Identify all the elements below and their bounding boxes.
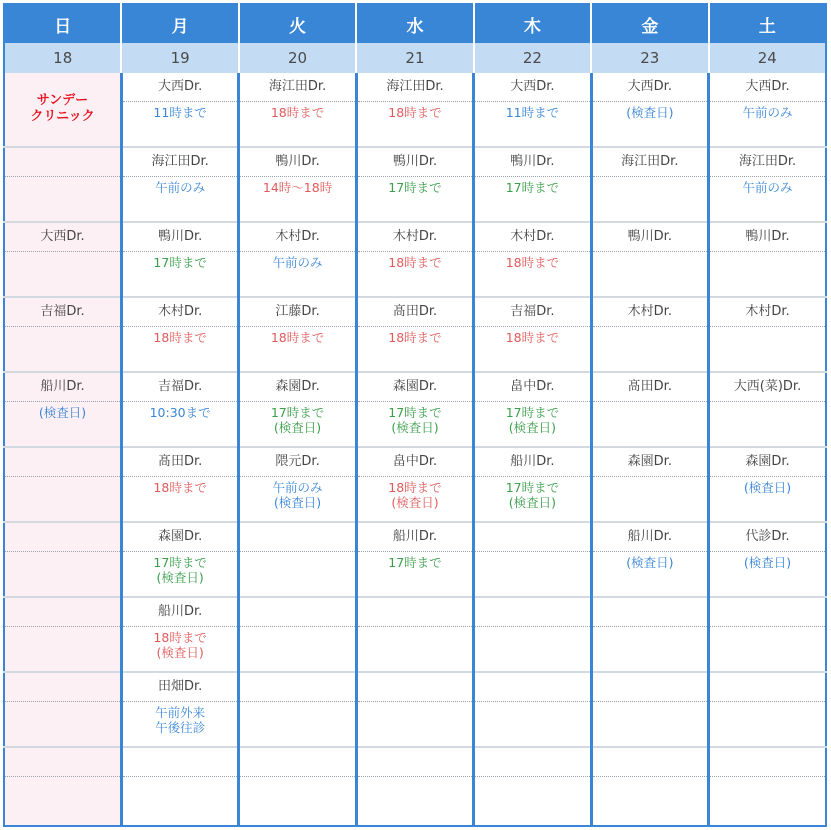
- doctor-name: 畠中Dr.: [475, 373, 589, 402]
- schedule-note: 14時〜18時: [262, 180, 333, 195]
- schedule-cell-tue: [239, 597, 356, 672]
- doctor-name: 海江田Dr.: [710, 148, 825, 177]
- schedule-cell-mon: [121, 522, 238, 597]
- schedule-cell-sat: [709, 222, 826, 297]
- schedule-cell-sat: [709, 672, 826, 747]
- empty-slot-line: [5, 748, 120, 777]
- doctor-name: 大西Dr.: [475, 73, 589, 102]
- empty-slot-line: [593, 598, 707, 627]
- schedule-cell-sun: [4, 447, 121, 522]
- schedule-cell-wed: [356, 222, 473, 297]
- schedule-cell-sun: [4, 597, 121, 672]
- schedule-cell-tue: [239, 372, 356, 447]
- empty-slot-line: [358, 748, 472, 777]
- weekday-mon: 月: [121, 4, 238, 43]
- schedule-cell-sat: [709, 597, 826, 672]
- doctor-name: 髙田Dr.: [358, 298, 472, 327]
- schedule-cell-thu: [474, 522, 591, 597]
- schedule-note: 17時まで: [388, 180, 442, 195]
- empty-slot-line: [240, 598, 354, 627]
- schedule-cell-wed: [356, 672, 473, 747]
- schedule-cell-wed: [356, 297, 473, 372]
- date-mon: 19: [121, 43, 238, 73]
- schedule-note: 17時まで: [505, 180, 560, 195]
- schedule-cell-sun: [4, 372, 121, 447]
- schedule-row: [4, 597, 826, 672]
- doctor-name: 海江田Dr.: [123, 148, 237, 177]
- schedule-cell-wed: [356, 447, 473, 522]
- schedule-cell-fri: [591, 447, 708, 522]
- schedule-cell-sat: [709, 447, 826, 522]
- empty-slot-line: [593, 748, 707, 777]
- doctor-name: 江藤Dr.: [240, 298, 354, 327]
- schedule-cell-tue: [239, 522, 356, 597]
- schedule-cell-mon: [121, 672, 238, 747]
- schedule-note: 午前のみ: [272, 255, 323, 270]
- weekday-tue: 火: [239, 4, 356, 43]
- schedule-row: [4, 447, 826, 522]
- schedule-cell-fri: [591, 747, 708, 826]
- empty-slot-line: [240, 673, 354, 702]
- schedule-note: 午前のみ (検査日): [272, 480, 323, 510]
- schedule-cell-mon: [121, 297, 238, 372]
- schedule-cell-wed: [356, 147, 473, 222]
- schedule-cell-sun: [4, 297, 121, 372]
- doctor-name: 大西Dr.: [5, 223, 120, 252]
- schedule-cell-sat: [709, 297, 826, 372]
- schedule-row: [4, 522, 826, 597]
- empty-slot-line: [710, 598, 825, 627]
- schedule-cell-tue: [239, 222, 356, 297]
- schedule-cell-sun: [4, 672, 121, 747]
- empty-slot-line: [475, 748, 589, 777]
- weekday-sat: 土: [709, 4, 826, 43]
- doctor-name: 木村Dr.: [240, 223, 354, 252]
- doctor-name: 森園Dr.: [123, 523, 237, 552]
- schedule-cell-tue: [239, 447, 356, 522]
- doctor-name: 船川Dr.: [475, 448, 589, 477]
- schedule-cell-mon: [121, 372, 238, 447]
- schedule-cell-wed: [356, 73, 473, 147]
- doctor-name: 船川Dr.: [358, 523, 472, 552]
- schedule-cell-thu: [474, 73, 591, 147]
- schedule-cell-wed: [356, 522, 473, 597]
- schedule-row: [4, 73, 826, 147]
- schedule-cell-sun: [4, 147, 121, 222]
- schedule-note: 17時まで (検査日): [388, 405, 442, 435]
- empty-slot-line: [358, 598, 472, 627]
- schedule-note: 午前のみ: [155, 180, 206, 195]
- schedule-cell-wed: [356, 597, 473, 672]
- schedule-note: 18時まで (検査日): [388, 480, 442, 510]
- doctor-name: 畠中Dr.: [358, 448, 472, 477]
- schedule-cell-mon: [121, 747, 238, 826]
- schedule-cell-fri: [591, 372, 708, 447]
- schedule-cell-fri: [591, 597, 708, 672]
- doctor-name: 吉福Dr.: [5, 298, 120, 327]
- schedule-note: (検査日): [743, 555, 792, 570]
- schedule-note: (検査日): [38, 405, 87, 420]
- schedule-cell-fri: [591, 147, 708, 222]
- doctor-name: 鴨川Dr.: [593, 223, 707, 252]
- doctor-name: 髙田Dr.: [593, 373, 707, 402]
- schedule-row: [4, 147, 826, 222]
- doctor-name: 海江田Dr.: [240, 73, 354, 102]
- doctor-name: 森園Dr.: [593, 448, 707, 477]
- schedule-note: (検査日): [626, 105, 674, 120]
- doctor-name: 鴨川Dr.: [240, 148, 354, 177]
- date-tue: 20: [239, 43, 356, 73]
- schedule-cell-mon: [121, 447, 238, 522]
- date-row: [4, 43, 826, 73]
- doctor-name: 森園Dr.: [240, 373, 354, 402]
- schedule-row: [4, 747, 826, 826]
- date-fri: 23: [591, 43, 708, 73]
- doctor-name: 鴨川Dr.: [358, 148, 472, 177]
- schedule-note: (検査日): [743, 480, 792, 495]
- schedule-note: 17時まで: [388, 555, 442, 570]
- date-sun: 18: [4, 43, 121, 73]
- empty-slot-line: [710, 748, 825, 777]
- schedule-cell-thu: [474, 222, 591, 297]
- schedule-note: 18時まで: [505, 330, 560, 345]
- schedule-note: 18時まで: [270, 105, 325, 120]
- doctor-name: 木村Dr.: [593, 298, 707, 327]
- doctor-name: 大西Dr.: [123, 73, 237, 102]
- weekday-header-row: [4, 4, 826, 43]
- schedule-note: 18時まで: [388, 255, 442, 270]
- schedule-cell-fri: [591, 297, 708, 372]
- schedule-cell-sun: [4, 522, 121, 597]
- empty-slot-line: [475, 523, 589, 552]
- weekday-sun: 日: [4, 4, 121, 43]
- empty-slot-line: [123, 748, 237, 777]
- schedule-cell-fri: [591, 73, 708, 147]
- schedule-row: [4, 672, 826, 747]
- doctor-name: 鴨川Dr.: [475, 148, 589, 177]
- doctor-name: 海江田Dr.: [358, 73, 472, 102]
- schedule-cell-sat: [709, 147, 826, 222]
- date-wed: 21: [356, 43, 473, 73]
- doctor-name: 船川Dr.: [5, 373, 120, 402]
- doctor-name: 海江田Dr.: [593, 148, 707, 177]
- weekday-thu: 木: [474, 4, 591, 43]
- schedule-note: (検査日): [626, 555, 674, 570]
- schedule-cell-fri: [591, 522, 708, 597]
- empty-slot-line: [475, 598, 589, 627]
- schedule-cell-tue: [239, 147, 356, 222]
- schedule-note: 18時まで: [153, 330, 207, 345]
- doctor-name: 田畑Dr.: [123, 673, 237, 702]
- schedule-note: 10:30まで: [149, 405, 211, 420]
- schedule-cell-thu: [474, 297, 591, 372]
- schedule-note: 午前のみ: [742, 180, 793, 195]
- schedule-cell-sun: [4, 222, 121, 297]
- doctor-name: 吉福Dr.: [123, 373, 237, 402]
- schedule-cell-thu: [474, 597, 591, 672]
- schedule-note: 17時まで (検査日): [270, 405, 325, 435]
- schedule-cell-thu: [474, 447, 591, 522]
- schedule-cell-sat: [709, 73, 826, 147]
- doctor-name: 船川Dr.: [593, 523, 707, 552]
- schedule-cell-mon: [121, 597, 238, 672]
- schedule-note: 18時まで: [388, 330, 442, 345]
- weekday-fri: 金: [591, 4, 708, 43]
- schedule-cell-tue: [239, 672, 356, 747]
- doctor-name: 髙田Dr.: [123, 448, 237, 477]
- schedule-note: 17時まで (検査日): [505, 480, 560, 510]
- doctor-name: 吉福Dr.: [475, 298, 589, 327]
- schedule-note: 17時まで (検査日): [505, 405, 560, 435]
- schedule-cell-mon: [121, 73, 238, 147]
- weekday-wed: 水: [356, 4, 473, 43]
- schedule-note: 午前外来 午後往診: [155, 705, 206, 735]
- schedule-cell-fri: [591, 222, 708, 297]
- doctor-name: 隈元Dr.: [240, 448, 354, 477]
- schedule-cell-thu: [474, 147, 591, 222]
- schedule-note: 17時まで: [153, 255, 207, 270]
- schedule-note: 18時まで: [153, 480, 207, 495]
- doctor-name: 木村Dr.: [123, 298, 237, 327]
- schedule-note: 18時まで: [270, 330, 325, 345]
- schedule-cell-sun: [4, 747, 121, 826]
- schedule-cell-mon: [121, 147, 238, 222]
- empty-slot-line: [240, 748, 354, 777]
- schedule-cell-sat: [709, 522, 826, 597]
- empty-slot-line: [475, 673, 589, 702]
- schedule-note: 午前のみ: [742, 105, 793, 120]
- doctor-name: 鴨川Dr.: [123, 223, 237, 252]
- schedule-cell-tue: [239, 73, 356, 147]
- schedule-cell-sat: [709, 747, 826, 826]
- schedule-cell-thu: [474, 747, 591, 826]
- schedule-note: 11時まで: [153, 105, 207, 120]
- date-thu: 22: [474, 43, 591, 73]
- schedule-note: 11時まで: [505, 105, 560, 120]
- schedule-cell-mon: [121, 222, 238, 297]
- empty-slot-line: [358, 673, 472, 702]
- schedule-cell-sat: [709, 372, 826, 447]
- doctor-name: 船川Dr.: [123, 598, 237, 627]
- doctor-name: [5, 523, 120, 552]
- doctor-name: [5, 448, 120, 477]
- schedule-row: [4, 297, 826, 372]
- schedule-cell-tue: [239, 297, 356, 372]
- doctor-schedule-table: [3, 3, 827, 827]
- empty-slot-line: [5, 598, 120, 627]
- schedule-cell-sun: [4, 73, 121, 147]
- doctor-name: 大西Dr.: [593, 73, 707, 102]
- doctor-name: 大西Dr.: [710, 73, 825, 102]
- schedule-note: 18時まで (検査日): [153, 630, 207, 660]
- doctor-name: 木村Dr.: [710, 298, 825, 327]
- doctor-name: [5, 148, 120, 177]
- doctor-name: 鴨川Dr.: [710, 223, 825, 252]
- schedule-cell-thu: [474, 372, 591, 447]
- schedule-note: 18時まで: [505, 255, 560, 270]
- schedule-row: [4, 222, 826, 297]
- schedule-cell-wed: [356, 747, 473, 826]
- date-sat: 24: [709, 43, 826, 73]
- doctor-name: 森園Dr.: [710, 448, 825, 477]
- empty-slot-line: [5, 673, 120, 702]
- doctor-name: 大西(菜)Dr.: [710, 373, 825, 402]
- schedule-note: 17時まで (検査日): [153, 555, 207, 585]
- empty-slot-line: [710, 673, 825, 702]
- schedule-cell-fri: [591, 672, 708, 747]
- schedule-row: [4, 372, 826, 447]
- doctor-name: 木村Dr.: [358, 223, 472, 252]
- empty-slot-line: [240, 523, 354, 552]
- clinic-label: サンデー クリニック: [30, 93, 95, 124]
- doctor-name: 代診Dr.: [710, 523, 825, 552]
- schedule-cell-wed: [356, 372, 473, 447]
- empty-slot-line: [593, 673, 707, 702]
- schedule-note: 18時まで: [388, 105, 442, 120]
- schedule-cell-thu: [474, 672, 591, 747]
- schedule-cell-tue: [239, 747, 356, 826]
- doctor-name: 木村Dr.: [475, 223, 589, 252]
- doctor-name: 森園Dr.: [358, 373, 472, 402]
